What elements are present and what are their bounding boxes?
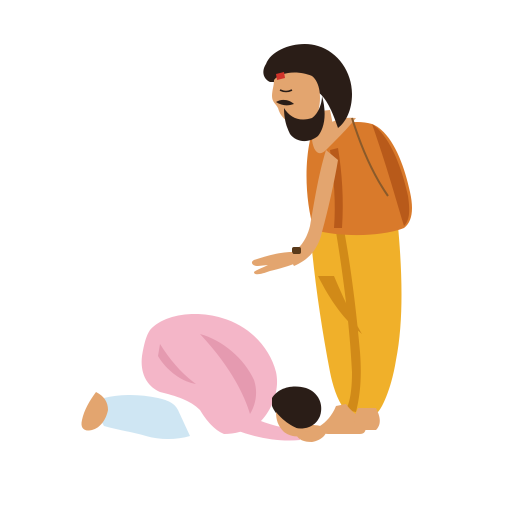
guru-bracelet	[292, 247, 301, 254]
guru-face	[272, 73, 320, 125]
disciple-figure	[81, 314, 326, 442]
disciple-pants	[100, 395, 191, 439]
guru-hand	[252, 252, 298, 274]
guru-back-foot	[354, 408, 380, 430]
guru-head	[263, 44, 352, 141]
